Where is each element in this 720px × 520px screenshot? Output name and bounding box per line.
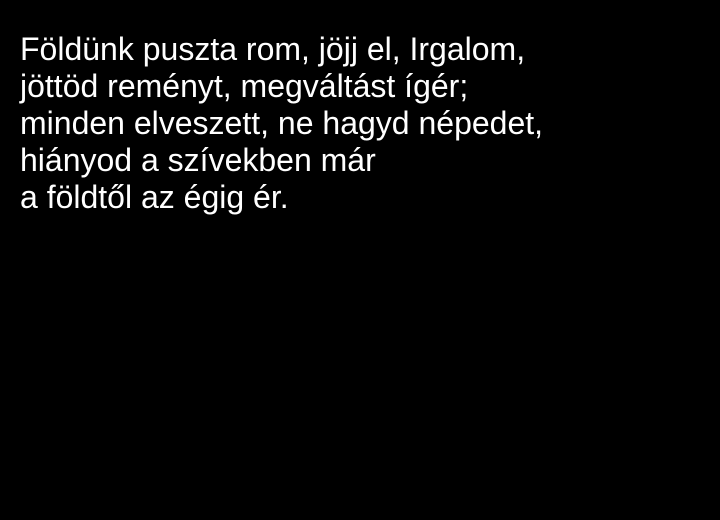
lyrics-line: hiányod a szívekben már — [20, 142, 376, 178]
lyrics-line: a földtől az égig ér. — [20, 179, 289, 215]
lyrics-line: jöttöd reményt, megváltást ígér; — [20, 68, 469, 104]
lyrics-line: Földünk puszta rom, jöjj el, Irgalom, — [20, 31, 526, 67]
lyrics-text-block — [20, 31, 700, 216]
lyrics-line: minden elveszett, ne hagyd népedet, — [20, 105, 544, 141]
